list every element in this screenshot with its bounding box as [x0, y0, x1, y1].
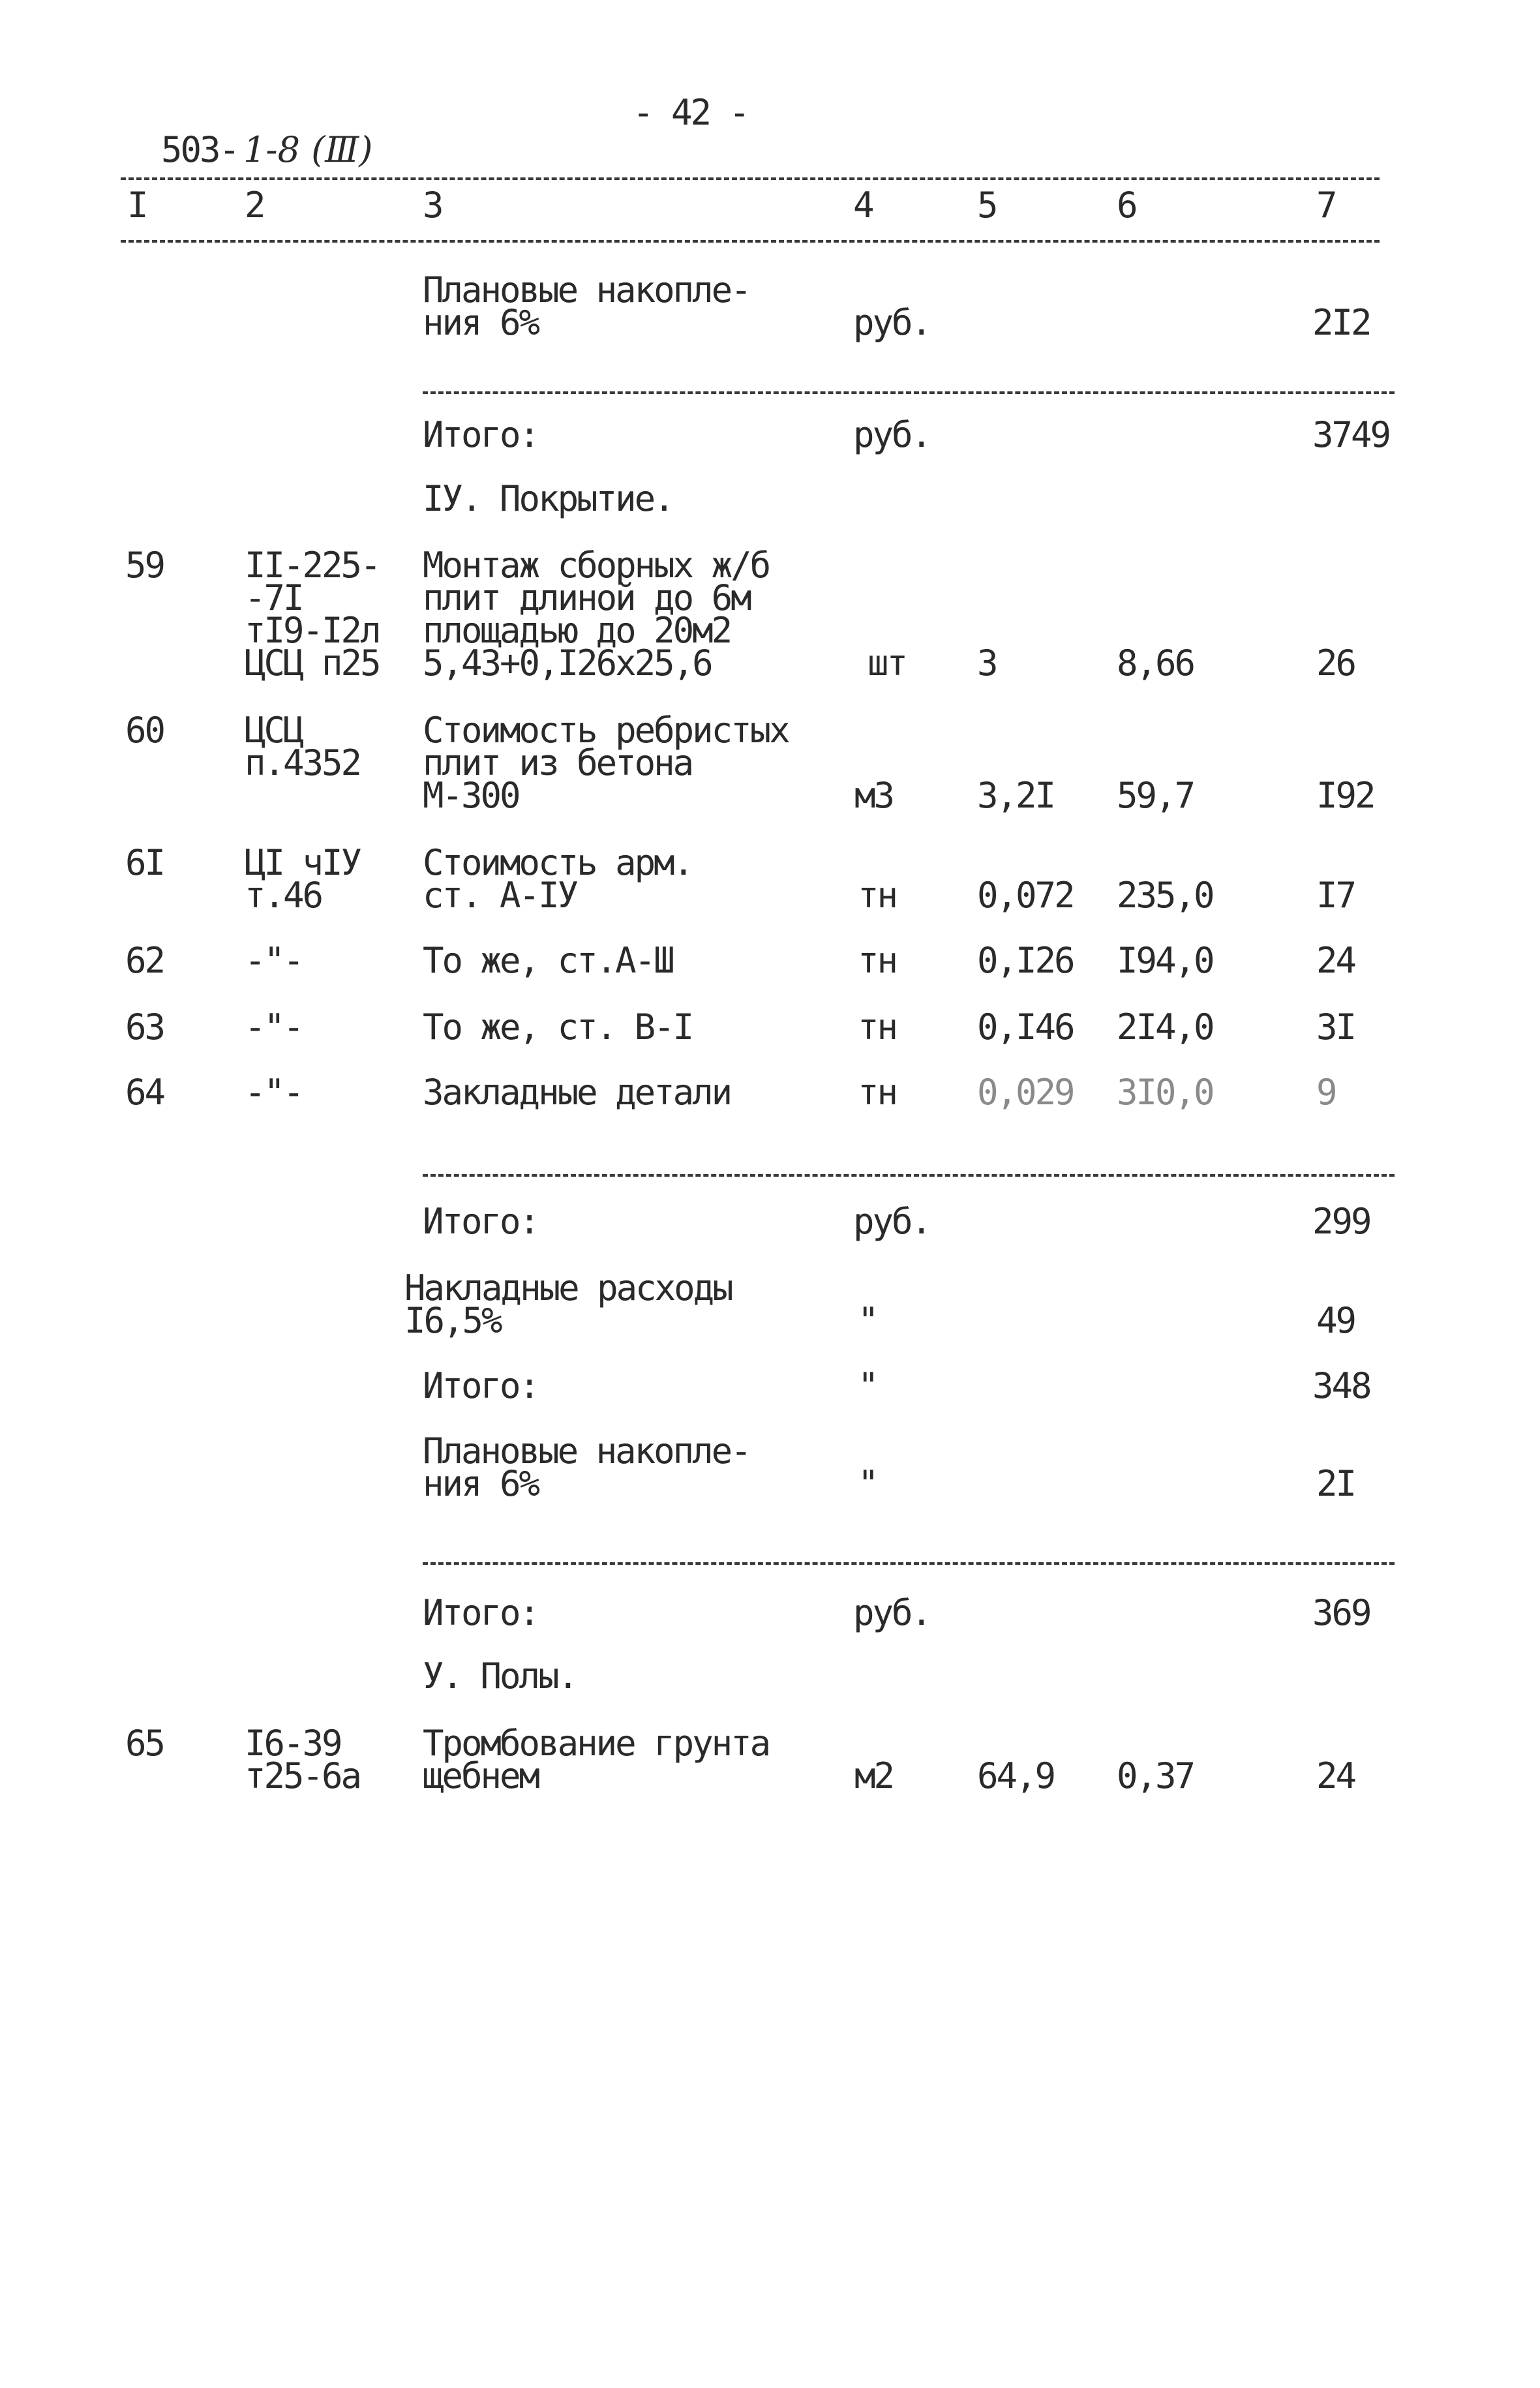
row-qty: 3 — [977, 642, 997, 684]
row-unit: м2 — [854, 1755, 894, 1796]
summary-unit: " — [858, 1365, 877, 1406]
summary-unit: " — [858, 1463, 877, 1504]
col-1: I — [127, 185, 147, 226]
row-desc: Закладные детали — [423, 1072, 731, 1113]
doc-code-printed: 503- — [161, 129, 239, 170]
grand-total-label: Итого: — [423, 1592, 539, 1633]
summary-unit: руб. — [853, 1201, 931, 1242]
row-desc: Стоимость арм. ст. А-IУ — [423, 842, 693, 916]
row-desc: То же, ст.А-Ш — [423, 940, 673, 981]
row-price: 8,66 — [1117, 642, 1194, 684]
doc-code — [123, 101, 373, 170]
doc-code-handwritten: 1-8 (Ⅲ) — [243, 129, 373, 170]
row-qty: 0,029 — [977, 1072, 1074, 1113]
row-unit: м3 — [854, 775, 894, 816]
row-code: I6-39 т25-6а — [245, 1723, 361, 1796]
planned-savings-unit: руб. — [853, 302, 931, 343]
itogo-total: 3749 — [1312, 414, 1390, 455]
row-unit: тн — [858, 1006, 897, 1048]
summary-total: 2I — [1316, 1463, 1355, 1504]
row-no: 64 — [125, 1072, 164, 1113]
row-no: 60 — [125, 710, 164, 751]
row-no: 6I — [125, 842, 164, 883]
section-title: IУ. Покрытие. — [423, 478, 673, 519]
col-5: 5 — [977, 185, 997, 226]
row-unit: тн — [858, 1072, 897, 1113]
row-unit: тн — [858, 940, 897, 981]
row-total: 24 — [1316, 940, 1355, 981]
row-total: 3I — [1316, 1006, 1355, 1048]
row-qty: 0,I26 — [977, 940, 1074, 981]
row-qty: 64,9 — [977, 1755, 1055, 1796]
grand-total-value: 369 — [1312, 1592, 1370, 1633]
summary-total: 49 — [1316, 1300, 1355, 1341]
row-no: 62 — [125, 940, 164, 981]
header-rule-top — [121, 177, 1380, 180]
grand-total-unit: руб. — [853, 1592, 931, 1633]
section-rule — [423, 1174, 1395, 1177]
row-total: 9 — [1316, 1072, 1336, 1113]
section-rule — [423, 1562, 1395, 1565]
row-code: II-225- -7I тI9-I2л ЦСЦ п25 — [245, 545, 380, 684]
row-total: I7 — [1316, 875, 1355, 916]
row-desc: Стоимость ребристых плит из бетона М-300 — [423, 710, 789, 816]
row-qty: 0,072 — [977, 875, 1074, 916]
planned-savings-total: 2I2 — [1312, 302, 1370, 343]
row-no: 63 — [125, 1006, 164, 1048]
itogo-label: Итого: — [423, 414, 539, 455]
row-no: 65 — [125, 1723, 164, 1764]
summary-total: 299 — [1312, 1201, 1370, 1242]
row-total: 24 — [1316, 1755, 1355, 1796]
row-unit: тн — [858, 875, 897, 916]
planned-savings-desc: Плановые накопле- ния 6% — [423, 269, 750, 343]
row-price: 59,7 — [1117, 775, 1194, 816]
summary-unit: " — [858, 1300, 877, 1341]
summary-label: Плановые накопле- ния 6% — [423, 1430, 750, 1504]
row-code: -"- — [245, 1006, 303, 1048]
section-title: У. Полы. — [423, 1655, 577, 1697]
row-qty: 0,I46 — [977, 1006, 1074, 1048]
row-qty: 3,2I — [977, 775, 1055, 816]
row-price: 3I0,0 — [1117, 1072, 1213, 1113]
row-total: I92 — [1316, 775, 1374, 816]
row-price: 235,0 — [1117, 875, 1213, 916]
row-code: -"- — [245, 940, 303, 981]
row-desc: То же, ст. В-I — [423, 1006, 693, 1048]
row-code: -"- — [245, 1072, 303, 1113]
summary-total: 348 — [1312, 1365, 1370, 1406]
col-4: 4 — [853, 185, 873, 226]
summary-label: Накладные расходы I6,5% — [404, 1267, 732, 1341]
row-code: ЦI чIУ т.46 — [245, 842, 361, 916]
summary-label: Итого: — [423, 1201, 539, 1242]
row-desc: Тромбование грунта щебнем — [423, 1723, 770, 1796]
row-unit: шт — [868, 642, 907, 684]
col-6: 6 — [1117, 185, 1136, 226]
row-total: 26 — [1316, 642, 1355, 684]
itogo-unit: руб. — [853, 414, 931, 455]
header-rule-bottom — [121, 240, 1380, 243]
row-price: 0,37 — [1117, 1755, 1194, 1796]
col-2: 2 — [245, 185, 264, 226]
col-7: 7 — [1316, 185, 1336, 226]
section-rule — [423, 391, 1395, 394]
row-no: 59 — [125, 545, 164, 586]
row-price: 2I4,0 — [1117, 1006, 1213, 1048]
col-3: 3 — [423, 185, 442, 226]
summary-label: Итого: — [423, 1365, 539, 1406]
row-code: ЦСЦ п.4352 — [245, 710, 361, 783]
row-desc: Монтаж сборных ж/б плит длиной до 6м площадью до 20м2 5,43+0,I26х25,6 — [423, 545, 770, 684]
page-number: - 42 - — [633, 92, 749, 133]
row-price: I94,0 — [1117, 940, 1213, 981]
